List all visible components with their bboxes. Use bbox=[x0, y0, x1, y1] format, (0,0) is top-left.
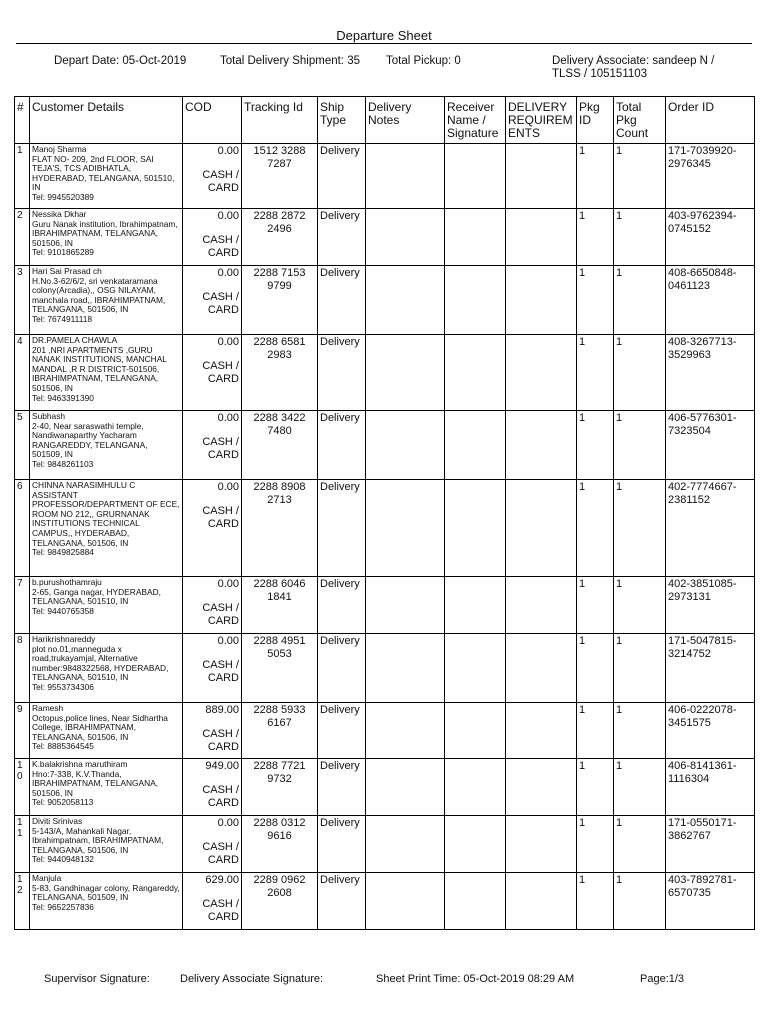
page-number: Page:1/3 bbox=[640, 973, 685, 985]
title-rule bbox=[16, 43, 752, 44]
delivery-notes bbox=[366, 480, 445, 577]
cod-amount: 0.00 bbox=[217, 267, 239, 279]
delivery-requirements bbox=[506, 634, 577, 703]
table-row bbox=[15, 144, 755, 209]
cod-mode: CASH / CARD bbox=[202, 505, 239, 530]
total-pkg-count: 1 bbox=[614, 759, 666, 816]
table-row bbox=[15, 411, 755, 480]
cod-mode: CASH / CARD bbox=[202, 602, 239, 627]
delivery-notes bbox=[366, 816, 445, 873]
row-number bbox=[15, 335, 30, 411]
delivery-notes bbox=[366, 759, 445, 816]
row-number-text: 6 bbox=[17, 481, 23, 492]
total-pkg-count: 1 bbox=[614, 209, 666, 266]
delivery-requirements bbox=[506, 335, 577, 411]
row-number-text: 8 bbox=[17, 635, 23, 646]
cod-mode: CASH / CARD bbox=[202, 898, 239, 923]
delivery-requirements bbox=[506, 577, 577, 634]
row-number-text: 11 bbox=[17, 817, 23, 839]
total-pkg-count: 1 bbox=[614, 816, 666, 873]
cod-mode: CASH / CARD bbox=[202, 234, 239, 259]
row-number-text: 10 bbox=[17, 760, 23, 782]
row-number-text: 4 bbox=[17, 336, 23, 347]
ship-type: Delivery bbox=[318, 816, 366, 873]
table-row bbox=[15, 816, 755, 873]
cod-cell bbox=[183, 411, 242, 480]
cod-cell bbox=[183, 816, 242, 873]
order-id: 171-5047815-3214752 bbox=[666, 634, 755, 703]
cod-cell bbox=[183, 634, 242, 703]
delivery-requirements bbox=[506, 411, 577, 480]
row-number bbox=[15, 209, 30, 266]
total-pkg-count: 1 bbox=[614, 266, 666, 335]
delivery-notes bbox=[366, 144, 445, 209]
delivery-associate-line1: Delivery Associate: sandeep N / bbox=[552, 55, 715, 67]
cod-cell bbox=[183, 480, 242, 577]
pkg-id: 1 bbox=[577, 209, 614, 266]
delivery-requirements bbox=[506, 480, 577, 577]
delivery-notes bbox=[366, 873, 445, 930]
receiver-signature bbox=[445, 266, 506, 335]
cod-amount: 889.00 bbox=[205, 704, 239, 716]
col-header-total-pkg-count: Total Pkg Count bbox=[614, 97, 666, 144]
table-row bbox=[15, 266, 755, 335]
receiver-signature bbox=[445, 335, 506, 411]
table-row bbox=[15, 209, 755, 266]
table-row bbox=[15, 577, 755, 634]
customer-details: Nessika Dkhar Guru Nanak institution, Ibrahimpatnam, IBRAHIMPATNAM, TELANGANA, 501506, IN Tel: 9101865289 bbox=[30, 209, 183, 266]
col-header-order-id: Order ID bbox=[666, 97, 755, 144]
order-id: 406-5776301-7323504 bbox=[666, 411, 755, 480]
depart-date: Depart Date: 05-Oct-2019 bbox=[54, 55, 187, 67]
delivery-notes bbox=[366, 209, 445, 266]
row-number-text: 7 bbox=[17, 578, 23, 589]
delivery-notes bbox=[366, 577, 445, 634]
tracking-id: 2288 6046 1841 bbox=[242, 577, 318, 634]
row-number bbox=[15, 759, 30, 816]
row-number bbox=[15, 873, 30, 930]
order-id: 408-6650848-0461123 bbox=[666, 266, 755, 335]
pkg-id: 1 bbox=[577, 873, 614, 930]
customer-details: Hari Sai Prasad ch H.No.3-62/6/2, sri venkataramana colony(Arcadia),, OSG NILAYAM, manchala road,, IBRAHIMPATNAM, TELANGANA, 501506, IN Tel: 7674911118 bbox=[30, 266, 183, 335]
cod-cell bbox=[183, 266, 242, 335]
order-id: 402-7774667-2381152 bbox=[666, 480, 755, 577]
ship-type: Delivery bbox=[318, 480, 366, 577]
row-number-text: 12 bbox=[17, 874, 23, 896]
customer-details: Manoj Sharma FLAT NO- 209, 2nd FLOOR, SAI TEJA'S, TCS ADIBHATLA, HYDERABAD, TELANGANA, 501510, IN Tel: 9945520389 bbox=[30, 144, 183, 209]
cod-mode: CASH / CARD bbox=[202, 360, 239, 385]
delivery-notes bbox=[366, 266, 445, 335]
pkg-id: 1 bbox=[577, 144, 614, 209]
customer-details: Ramesh Octopus,police lines, Near Sidhartha College, IBRAHIMPATNAM, TELANGANA, 501506, IN Tel: 8885364545 bbox=[30, 703, 183, 759]
order-id: 406-8141361-1116304 bbox=[666, 759, 755, 816]
col-header-delivery-requirements: DELIVERY REQUIREM ENTS bbox=[506, 97, 577, 144]
row-number bbox=[15, 144, 30, 209]
receiver-signature bbox=[445, 144, 506, 209]
table-row bbox=[15, 759, 755, 816]
receiver-signature bbox=[445, 759, 506, 816]
tracking-id: 2288 0312 9616 bbox=[242, 816, 318, 873]
table-row bbox=[15, 634, 755, 703]
ship-type: Delivery bbox=[318, 634, 366, 703]
tracking-id: 2288 6581 2983 bbox=[242, 335, 318, 411]
total-delivery-shipment: Total Delivery Shipment: 35 bbox=[220, 55, 360, 67]
delivery-requirements bbox=[506, 144, 577, 209]
sheet-print-time: Sheet Print Time: 05-Oct-2019 08:29 AM bbox=[376, 973, 575, 985]
row-number-text: 5 bbox=[17, 412, 23, 423]
ship-type: Delivery bbox=[318, 209, 366, 266]
col-header-tracking-id: Tracking Id bbox=[242, 97, 318, 144]
receiver-signature bbox=[445, 634, 506, 703]
pkg-id: 1 bbox=[577, 577, 614, 634]
supervisor-signature: Supervisor Signature: bbox=[44, 973, 150, 985]
delivery-associate bbox=[552, 55, 752, 81]
row-number bbox=[15, 480, 30, 577]
cod-amount: 0.00 bbox=[217, 412, 239, 424]
order-id: 403-7892781-6570735 bbox=[666, 873, 755, 930]
delivery-requirements bbox=[506, 816, 577, 873]
ship-type: Delivery bbox=[318, 411, 366, 480]
total-pkg-count: 1 bbox=[614, 480, 666, 577]
col-header-ship-type: Ship Type bbox=[318, 97, 366, 144]
pkg-id: 1 bbox=[577, 411, 614, 480]
ship-type: Delivery bbox=[318, 703, 366, 759]
order-id: 406-0222078-3451575 bbox=[666, 703, 755, 759]
departure-table bbox=[14, 96, 755, 930]
tracking-id: 2288 8908 2713 bbox=[242, 480, 318, 577]
row-number bbox=[15, 577, 30, 634]
cod-mode: CASH / CARD bbox=[202, 728, 239, 753]
pkg-id: 1 bbox=[577, 703, 614, 759]
total-pkg-count: 1 bbox=[614, 703, 666, 759]
tracking-id: 2288 3422 7480 bbox=[242, 411, 318, 480]
delivery-associate-line2: TLSS / 105151103 bbox=[552, 68, 648, 80]
customer-details: K.balakrishna maruthiram Hno:7-338, K.V.Thanda, IBRAHIMPATNAM, TELANGANA, 501506, IN Tel: 9052058113 bbox=[30, 759, 183, 816]
total-pkg-count: 1 bbox=[614, 411, 666, 480]
delivery-requirements bbox=[506, 873, 577, 930]
delivery-notes bbox=[366, 335, 445, 411]
customer-details: CHINNA NARASIMHULU C ASSISTANT PROFESSOR/DEPARTMENT OF ECE, ROOM NO 212,, GRURNANAK INSTITUTIONS TECHNICAL CAMPUS,, HYDERABAD, TELANGANA, 501506, IN Tel: 9849825884 bbox=[30, 480, 183, 577]
delivery-requirements bbox=[506, 759, 577, 816]
tracking-id: 2288 4951 5053 bbox=[242, 634, 318, 703]
cod-mode: CASH / CARD bbox=[202, 659, 239, 684]
cod-mode: CASH / CARD bbox=[202, 784, 239, 809]
pkg-id: 1 bbox=[577, 816, 614, 873]
cod-cell bbox=[183, 873, 242, 930]
row-number bbox=[15, 266, 30, 335]
delivery-notes bbox=[366, 703, 445, 759]
table-row bbox=[15, 480, 755, 577]
cod-cell bbox=[183, 577, 242, 634]
receiver-signature bbox=[445, 480, 506, 577]
cod-amount: 0.00 bbox=[217, 817, 239, 829]
customer-details: DR.PAMELA CHAWLA 201 ,NRI APARTMENTS ,GURU NANAK INSTITUTIONS, MANCHAL MANDAL ,R R DISTRICT-501506, IBRAHIMPATNAM, TELANGANA, 501506, IN Tel: 9463391390 bbox=[30, 335, 183, 411]
page-title: Departure Sheet bbox=[336, 28, 432, 43]
cod-amount: 0.00 bbox=[217, 635, 239, 647]
order-id: 171-7039920-2976345 bbox=[666, 144, 755, 209]
col-header-pkg-id: Pkg ID bbox=[577, 97, 614, 144]
delivery-requirements bbox=[506, 266, 577, 335]
total-pkg-count: 1 bbox=[614, 577, 666, 634]
ship-type: Delivery bbox=[318, 577, 366, 634]
receiver-signature bbox=[445, 816, 506, 873]
total-pkg-count: 1 bbox=[614, 873, 666, 930]
cod-amount: 0.00 bbox=[217, 481, 239, 493]
receiver-signature bbox=[445, 411, 506, 480]
ship-type: Delivery bbox=[318, 873, 366, 930]
col-header-delivery-notes: Delivery Notes bbox=[366, 97, 445, 144]
customer-details: Manjula 5-83, Gandhinagar colony, Rangareddy, TELANGANA, 501509, IN Tel: 9652257836 bbox=[30, 873, 183, 930]
delivery-requirements bbox=[506, 209, 577, 266]
cod-mode: CASH / CARD bbox=[202, 169, 239, 194]
col-header-cod: COD bbox=[183, 97, 242, 144]
tracking-id: 2288 5933 6167 bbox=[242, 703, 318, 759]
receiver-signature bbox=[445, 577, 506, 634]
row-number bbox=[15, 703, 30, 759]
table-row bbox=[15, 703, 755, 759]
order-id: 171-0550171-3862767 bbox=[666, 816, 755, 873]
delivery-notes bbox=[366, 634, 445, 703]
total-pkg-count: 1 bbox=[614, 634, 666, 703]
table-header-row bbox=[15, 97, 755, 144]
pkg-id: 1 bbox=[577, 634, 614, 703]
cod-cell bbox=[183, 209, 242, 266]
pkg-id: 1 bbox=[577, 335, 614, 411]
cod-cell bbox=[183, 759, 242, 816]
tracking-id: 2289 0962 2608 bbox=[242, 873, 318, 930]
ship-type: Delivery bbox=[318, 266, 366, 335]
pkg-id: 1 bbox=[577, 480, 614, 577]
pkg-id: 1 bbox=[577, 759, 614, 816]
cod-mode: CASH / CARD bbox=[202, 436, 239, 461]
tracking-id: 1512 3288 7287 bbox=[242, 144, 318, 209]
delivery-notes bbox=[366, 411, 445, 480]
ship-type: Delivery bbox=[318, 335, 366, 411]
row-number bbox=[15, 816, 30, 873]
tracking-id: 2288 7153 9799 bbox=[242, 266, 318, 335]
row-number bbox=[15, 411, 30, 480]
customer-details: Harikrishnareddy plot no.01,manneguda x road,trukayamjal, Alternative number:9848322568, HYDERABAD, TELANGANA, 501510, IN Tel: 9553734306 bbox=[30, 634, 183, 703]
cod-amount: 629.00 bbox=[205, 874, 239, 886]
ship-type: Delivery bbox=[318, 759, 366, 816]
cod-amount: 0.00 bbox=[217, 145, 239, 157]
pkg-id: 1 bbox=[577, 266, 614, 335]
customer-details: Diviti Srinivas 5-143/A, Mahankali Nagar, Ibrahimpatnam, IBRAHIMPATNAM, TELANGANA, 501506, IN Tel: 9440948132 bbox=[30, 816, 183, 873]
row-number-text: 3 bbox=[17, 267, 23, 278]
row-number-text: 1 bbox=[17, 145, 23, 156]
cod-amount: 0.00 bbox=[217, 210, 239, 222]
receiver-signature bbox=[445, 703, 506, 759]
cod-amount: 0.00 bbox=[217, 336, 239, 348]
ship-type: Delivery bbox=[318, 144, 366, 209]
cod-cell bbox=[183, 144, 242, 209]
total-pkg-count: 1 bbox=[614, 335, 666, 411]
receiver-signature bbox=[445, 209, 506, 266]
order-id: 402-3851085-2973131 bbox=[666, 577, 755, 634]
cod-mode: CASH / CARD bbox=[202, 291, 239, 316]
total-pkg-count: 1 bbox=[614, 144, 666, 209]
customer-details: Subhash 2-40, Near saraswathi temple, Nandiwanaparthy Yacharam RANGAREDDY, TELANGANA, 501509, IN Tel: 9848261103 bbox=[30, 411, 183, 480]
row-number-text: 9 bbox=[17, 704, 23, 715]
customer-details: b.purushothamraju 2-65, Ganga nagar, HYDERABAD, TELANGANA, 501510, IN Tel: 9440765358 bbox=[30, 577, 183, 634]
row-number-text: 2 bbox=[17, 210, 23, 221]
receiver-signature bbox=[445, 873, 506, 930]
col-header-number: # bbox=[15, 97, 30, 144]
table-row bbox=[15, 335, 755, 411]
col-header-customer-details: Customer Details bbox=[30, 97, 183, 144]
cod-mode: CASH / CARD bbox=[202, 841, 239, 866]
delivery-requirements bbox=[506, 703, 577, 759]
cod-amount: 949.00 bbox=[205, 760, 239, 772]
delivery-associate-signature: Delivery Associate Signature: bbox=[180, 973, 324, 985]
cod-cell bbox=[183, 335, 242, 411]
tracking-id: 2288 2872 2496 bbox=[242, 209, 318, 266]
table-row bbox=[15, 873, 755, 930]
total-pickup: Total Pickup: 0 bbox=[386, 55, 461, 67]
cod-cell bbox=[183, 703, 242, 759]
col-header-receiver: Receiver Name / Signature bbox=[445, 97, 506, 144]
order-id: 403-9762394-0745152 bbox=[666, 209, 755, 266]
cod-amount: 0.00 bbox=[217, 578, 239, 590]
order-id: 408-3267713-3529963 bbox=[666, 335, 755, 411]
row-number bbox=[15, 634, 30, 703]
tracking-id: 2288 7721 9732 bbox=[242, 759, 318, 816]
